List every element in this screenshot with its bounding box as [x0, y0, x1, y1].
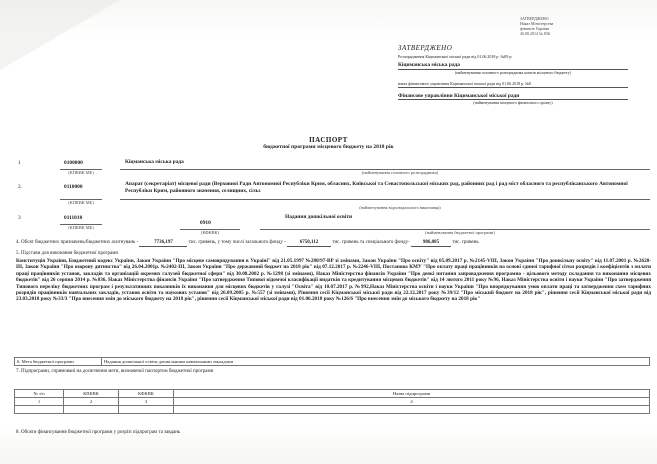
row3-kpkvk-caption: (КПКВК МБ)	[68, 225, 94, 230]
row2-code: 0110000	[64, 184, 83, 190]
subprograms-table	[14, 389, 650, 414]
goal-value: Надання дошкільної освіти дошкільними навчальними закладами	[102, 358, 650, 366]
stamp-line-3: фінансів України	[520, 26, 550, 31]
approval-org-caption: (найменування головного розпорядника коштів місцевого бюджету)	[455, 69, 571, 75]
col-num-4: 4	[174, 398, 650, 406]
passport-subtitle: бюджетної програми місцевого бюджету на 2018 рік	[263, 144, 394, 150]
empty-cell	[119, 406, 174, 414]
approval-block	[398, 44, 628, 105]
row3-number: 3	[18, 215, 21, 221]
approval-order-2: наказ фінансового управління Кіциманської міської ради від 01.06.2018 р. №8	[398, 81, 628, 88]
empty-cell	[64, 406, 119, 414]
budget-line	[16, 240, 656, 247]
row1-kpkvk-caption: (КПКВК МБ)	[68, 170, 94, 175]
subprograms-header-row	[15, 390, 650, 398]
budget-total: 7736,197	[139, 240, 187, 247]
empty-cell	[174, 406, 650, 414]
row2-caption: (найменування відповідального виконавця)	[359, 205, 441, 210]
scan-shadow	[0, 0, 120, 70]
goal-table	[14, 357, 650, 366]
col-num-2: 2	[64, 398, 119, 406]
row1-code: 0100000	[64, 160, 83, 166]
row1-name: Кіцманська міська рада	[125, 159, 184, 165]
basis-text: Конституція України, Бюджетний кодекс України, Закон України "Про місцеве самоврядування в Україні" від 21.05.1997 №280/97-ВР зі змінами, Закон України "Про освіту" від 05.09.2017 р. №2145-VIII, Закон України "Про дошкільну освіту" від 11.07.2001 р. №2628-III, Закон України "Про охорону дитинства" від 26.04.2001р. №2402-III, Закон України "Про державний бюджет на 2018 рік" від 07.12.2017 р. №2246-VIII, Постанова КМУ "Про оплату праці працівників на основі єдиної тарифної сітки розрядів і коефіцієнтів з оплати праці працівників установ, закладів та організацій окремих галузей бюджетної сфери" від 30.08.2002 р. №1298 (зі змінами), Наказ Міністерства фінансів України "Про деякі питання запровадження програмно - цільового методу складання та виконання місцевих бюджетів" від 26 серпня 2014 р. №836, Наказ Міністерства фінансів України "Про затвердження Типової відомчої класифікації видатків та кредитування місцевих бюджетів" від 14 лютого 2011 року №96, Наказ Міністерства освіти і науки України "Про затвердження Типового переліку бюджетних програм і результативних показників їх виконання для місцевих бюджетів у галузі "Освіта" від 10.07.2017 р. №992,Наказ Міністерства освіти і науки України "Про впорядкування умов оплати праці та затвердження схем тарифних розрядів працівників навчальних закладів, установ освіти та наукових установ" від 26.09.2005 р. №557 (зі змінами), Рішення сесії Кіцманської міської ради від 22.12.2017 року №39/12 "Про міський бюджет на 2018 рік", рішення сесії Кіцманської міської ради від 23.03.2018 року №33/3 "Про внесення змін до міського бюджету на 2018 рік", рішення сесії Кіцманської міської ради від 01.06.2018 року №126/6 "Про внесення змін до міського бюджету на 2018 рік"	[16, 258, 651, 303]
row1-caption: (найменування головного розпорядника)	[361, 170, 439, 175]
row2-kpkvk-caption: (КПКВК МБ)	[68, 200, 94, 205]
approval-fin-caption: (найменування місцевого фінансового органу)	[473, 100, 553, 105]
top-approval-stamp	[520, 16, 630, 36]
subprograms-heading: 7. Підпрограми, спрямовані на досягнення мети, визначеної паспортом бюджетної програми	[16, 369, 214, 374]
row2-number: 2.	[18, 184, 23, 190]
col-num-3: 3	[119, 398, 174, 406]
col-header-kfkvk: КФКВК	[119, 390, 174, 398]
subprograms-empty-row	[15, 406, 650, 414]
budget-prefix: 4. Обсяг бюджетних призначень/бюджетних асигнувань -	[16, 240, 139, 245]
row3-caption: (найменування бюджетної програми)	[425, 230, 495, 235]
subprograms-number-row	[15, 398, 650, 406]
col-header-name: Назва підпрограми	[174, 390, 650, 398]
budget-mid-text-2: тис. гривень та спеціального фонду-	[332, 240, 410, 245]
col-num-1: 1	[15, 398, 64, 406]
stamp-line-1: ЗАТВЕРДЖЕНО	[520, 16, 549, 21]
stamp-line-4: 26.08.2014 № 836	[520, 31, 550, 36]
goal-label: 6. Мета бюджетної програми	[15, 358, 102, 366]
approval-org-name: Кіциманська міська рада	[398, 62, 628, 70]
budget-general: 6750,112	[287, 240, 331, 247]
row3-kfkvk-caption: (КФКВК)	[201, 230, 219, 235]
row3-kfkvk-code: 0910	[200, 220, 211, 226]
budget-special: 986,085	[411, 240, 451, 247]
approval-order-line: Розпорядження Кіциманської міської ради від 01.06.2018 р. №85-р	[398, 54, 512, 59]
col-header-kpkvk: КПКВК	[64, 390, 119, 398]
budget-mid-text: тис. гривень, у тому числі загального фонду -	[188, 240, 286, 245]
row2-name: Апарат (секретаріат) місцевої ради (Верховної Ради Автономної Республіки Крим, обласних, Київської та Севастопольської міських рад, районних рад і рад міст обласного та республіканського Автономної Республіки Крим, районного значення, селищних, сільс	[125, 181, 628, 194]
stamp-line-2: Наказ Міністерства	[520, 21, 554, 26]
financing-heading: 8. Обсяги фінансування бюджетної програми у розрізі підпрограм та завдань	[16, 430, 181, 435]
row3-name: Надання дошкільної освіти	[285, 214, 353, 220]
row3-code: 0111010	[64, 215, 83, 221]
passport-title: ПАСПОРТ	[309, 136, 348, 144]
basis-heading: 5. Підстави для виконання бюджетної програми	[16, 251, 119, 256]
approval-title: ЗАТВЕРДЖЕНО	[398, 44, 453, 52]
approval-fin-org: Фінансове управління Кіциманської міської ради	[398, 93, 628, 101]
passport-heading	[0, 136, 657, 150]
row2-name-line	[120, 199, 650, 200]
empty-cell	[15, 406, 64, 414]
row1-number: 1	[18, 160, 21, 166]
budget-suffix: тис. гривень	[452, 240, 479, 245]
col-header-num: № з/п	[15, 390, 64, 398]
